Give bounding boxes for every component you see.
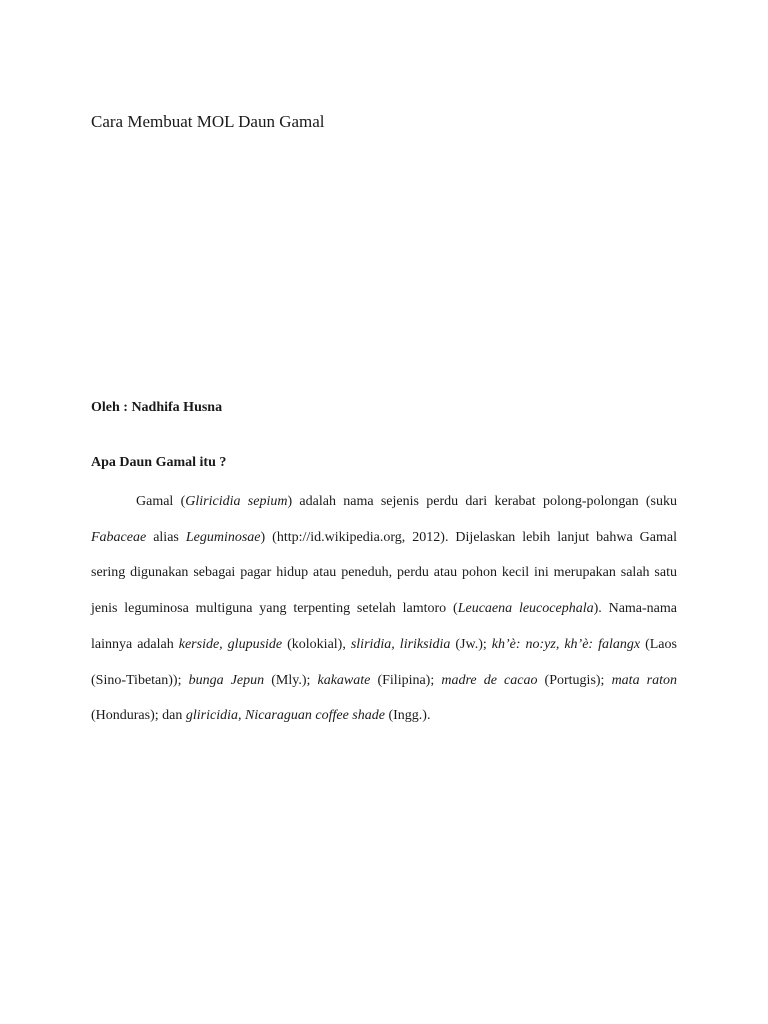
italic-term: Leucaena leucocephala	[457, 601, 594, 617]
italic-term: mata raton	[611, 672, 678, 688]
text-run: (Honduras); dan	[91, 708, 186, 724]
italic-term: kerside, glириside	[178, 636, 283, 652]
text-run: ) (http://id.wikipedia.org, 2012). Dijelaskan lebih lanjut bahwa Gamal sering digunakan sebagai pagar hidup atau peneduh, perdu atau pohon kecil ini merupakan salah satu jenis leguminosa multiguna yang terpenting setelah lamtoro (	[91, 529, 677, 617]
text-run: (Laos (Sino-Tibetan));	[91, 636, 677, 688]
text-run: Gamal (	[136, 494, 186, 509]
text-run: (kolokial),	[282, 636, 351, 652]
italic-term: kh’è: no:yz, kh’è: falangx	[491, 636, 641, 652]
text-run: (Ingg.).	[384, 708, 431, 724]
italic-term: Gliricidia sepium	[185, 494, 288, 509]
document-title: Cara Membuat MOL Daun Gamal	[91, 112, 325, 131]
text-run: (Mly.);	[264, 672, 318, 688]
text-run: (Filipina);	[370, 672, 442, 688]
italic-term: Leguminosae	[185, 529, 261, 545]
text-run: ). Nama-nama lainnya adalah	[91, 601, 678, 652]
text-run: (Jw.);	[450, 636, 492, 652]
italic-term: bunga Jepun	[188, 672, 265, 688]
section-heading: Apa Daun Gamal itu ?	[91, 455, 227, 470]
text-run: ) adalah nama sejenis perdu dari kerabat polong-polongan (suku	[287, 494, 678, 509]
body-paragraph	[91, 484, 677, 734]
author-line: Oleh : Nadhifa Husna	[91, 400, 223, 415]
italic-term: gliricidia, Nicaraguan coffee shade	[185, 708, 385, 724]
text-run: alias	[146, 529, 186, 545]
italic-term: kakawate	[317, 672, 371, 688]
italic-term: madre de cacao	[441, 672, 538, 688]
italic-term: Fabaceae	[91, 529, 147, 545]
text-run: (Portugis);	[537, 672, 612, 688]
italic-term: sliridia, liriksidia	[350, 636, 451, 652]
